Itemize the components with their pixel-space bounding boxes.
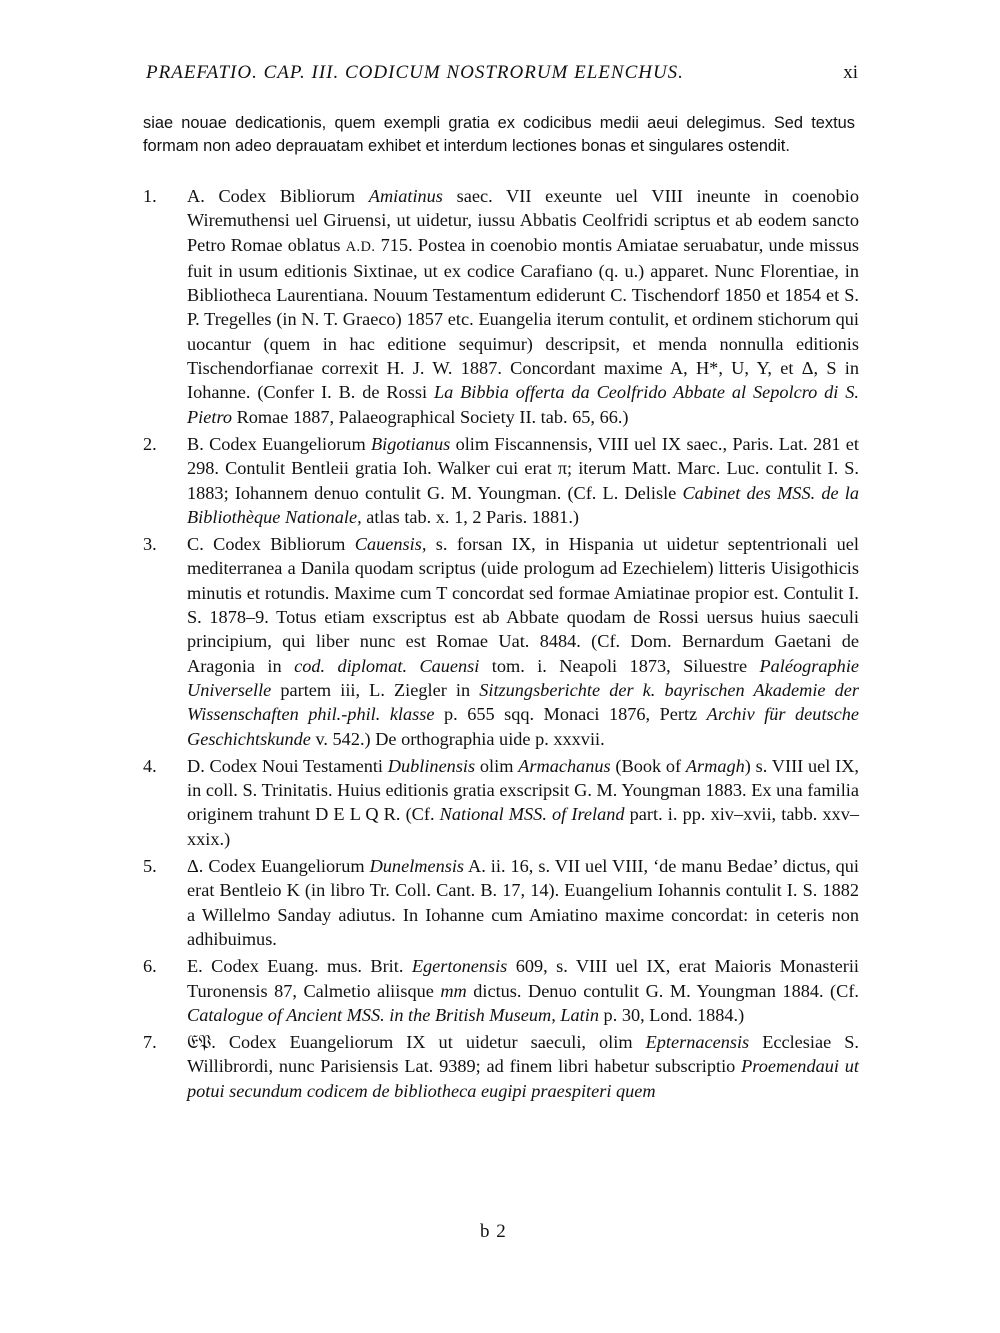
- entry-italic: Epternacensis: [645, 1032, 750, 1053]
- page-number: xi: [843, 62, 858, 83]
- codex-list: [143, 184, 859, 1106]
- entry-number: 7.: [143, 1032, 157, 1053]
- entry-text: Codex Euang. mus. Brit.: [202, 956, 412, 977]
- entry-italic: Proemendaui ut potui secundum codicem de bibliotheca eugipi praespiteri quem: [187, 1056, 859, 1101]
- entry-italic: Amiatinus: [368, 186, 443, 206]
- entry-text: olim: [475, 755, 519, 776]
- entry-text: partem iii, L. Ziegler in: [271, 679, 480, 700]
- entry-italic: Sitzungsberichte der k. bayrischen Akademie der Wissenschaften phil.-phil. klasse: [187, 679, 859, 725]
- entry-text: 609, s. VIII uel IX, erat Maioris Monasterii Turonensis 87, Calmetio aliisque: [187, 956, 859, 1001]
- entry-text: p. 655 sqq. Monaci 1876, Pertz: [434, 704, 707, 725]
- entry-text: Codex Euangeliorum: [203, 856, 370, 877]
- entry-text: part. i. pp. xiv–xvii, tabb. xxv–xxix.): [187, 804, 859, 849]
- codex-entry-dublinensis: [143, 754, 859, 851]
- entry-text: Codex Bibliorum: [203, 534, 355, 555]
- entry-text: Codex Euangeliorum: [203, 433, 372, 454]
- entry-italic: Armachanus: [518, 755, 611, 776]
- codex-entry-amiatinus: [143, 184, 859, 429]
- entry-italic: Bigotianus: [371, 433, 451, 454]
- codex-entry-epternacensis: [143, 1030, 859, 1103]
- codex-entry-bigotianus: [143, 432, 859, 529]
- entry-siglum: Δ.: [187, 856, 204, 877]
- entry-italic: Armagh: [685, 755, 745, 776]
- entry-italic: Archiv für deutsche Geschichtskunde: [187, 704, 859, 749]
- entry-number: 3.: [143, 534, 157, 555]
- entry-text: p. 30, Lond. 1884.): [598, 1004, 745, 1025]
- entry-text: Codex Bibliorum: [204, 186, 369, 206]
- entry-text: v. 542.) De orthographia uide p. xxxvii.: [310, 728, 605, 749]
- entry-italic: Dunelmensis: [369, 856, 465, 877]
- entry-italic: Catalogue of Ancient MSS. in the British Museum, Latin: [187, 1004, 599, 1025]
- entry-italic: Dublinensis: [387, 755, 476, 776]
- entry-text: saec. VII exeunte uel VIII ineunte in coenobio Wiremuthensi uel Giruensi, ut uidetur, iussu Abbatis Ceolfridi scriptus et ab eodem sancto Petro Romae oblatus: [187, 186, 859, 255]
- entry-siglum: E.: [187, 956, 203, 977]
- entry-text: tom. i. Neapoli 1873, Siluestre: [479, 655, 760, 676]
- entry-italic: Cauensis,: [354, 534, 427, 555]
- entry-siglum: D.: [187, 755, 205, 776]
- intro-paragraph: siae nouae dedicationis, quem exempli gratia ex codicibus medii aeui delegimus. Sed textus formam non adeo deprauatam exhibet et interdum lectiones bonas et singulares ostendit.: [143, 114, 855, 155]
- entry-italic: mm: [440, 980, 467, 1001]
- entry-smallcaps: A.D.: [345, 238, 376, 255]
- codex-entry-egertonensis: [143, 954, 859, 1027]
- entry-number: 2.: [143, 433, 157, 454]
- entry-italic: Egertonensis: [411, 956, 508, 977]
- entry-siglum: C.: [187, 534, 204, 555]
- signature-mark: b 2: [480, 1221, 507, 1242]
- entry-text: ) s. VIII uel IX, in coll. S. Trinitatis. Huius editionis gratia exscripsit G. M. Youngman 1883. Ex una familia originem trahunt D E L Q R. (Cf.: [187, 755, 859, 825]
- entry-text: Romae 1887, Palaeographical Society II. tab. 65, 66.): [232, 406, 629, 427]
- entry-text: 715. Postea in coenobio montis Amiatae seruabatur, unde missus fuit in usum editionis Sixtinae, ut ex codice Carafiano (q. u.) apparet. Nunc Florentiae, in Bibliotheca Laurentiana. Nouum Testamentum ediderunt C. Tischendorf 1850 et 1854 et S. P. Tregelles (in N. T. Graeco) 1857 etc. Euangelia iterum contulit, et ordinem stichorum qui uocantur (quem in hac editione sequimur) descripsit, et menda nonnulla editionis Tischendorfianae correxit H. J. W. 1887. Concordant maxime A, H*, U, Y, et Δ, S in Iohanne. (Confer I. B. de Rossi: [187, 234, 860, 403]
- entry-text: olim Fiscannensis, VIII uel IX saec., Paris. Lat. 281 et 298. Contulit Bentleii gratia Ioh. Walker cui erat π; iterum Matt. Marc. Luc. contulit I. S. 1883; Iohannem denuo contulit G. M. Youngman. (Cf. L. Delisle: [187, 433, 859, 503]
- entry-number: 4.: [143, 755, 157, 776]
- entry-number: 5.: [143, 856, 157, 877]
- entry-italic: Cabinet des MSS. de la Bibliothèque Nationale,: [187, 482, 859, 527]
- entry-text: Ecclesiae S. Willibrordi, nunc Parisiensis Lat. 9389; ad finem libri habetur subscriptio: [187, 1032, 859, 1077]
- entry-siglum: A.: [187, 186, 205, 206]
- entry-siglum: B.: [187, 433, 204, 454]
- entry-text: A. ii. 16, s. VII uel VIII, ‘de manu Bedae’ dictus, qui erat Bentleio K (in libro Tr. Coll. Cant. B. 17, 14). Euangelium Iohannis contulit I. S. 1882 a Willelmo Sanday adiutus. In Iohanne cum Amiatino maxime concordat: in ceteris non adhibuimus.: [187, 856, 859, 949]
- codex-entry-cauensis: [143, 532, 859, 751]
- entry-text: Codex Euangeliorum IX ut uidetur saeculi, olim: [215, 1032, 646, 1053]
- entry-number: 6.: [143, 956, 157, 977]
- entry-number: 1.: [143, 186, 157, 206]
- entry-italic: cod. diplomat. Cauensi: [294, 655, 480, 676]
- entry-text: dictus. Denuo contulit G. M. Youngman 1884. (Cf.: [466, 980, 859, 1001]
- entry-text: Codex Noui Testamenti: [204, 755, 388, 776]
- entry-text: s. forsan IX, in Hispania ut uidetur septentrionali uel mediterranea a Danila quodam scriptus (uide prologum ad Ezechielem) litteris Uisigothicis minutis et rotundis. Maxime cum T concordat sed formae Amiatinae propior est. Contulit I. S. 1878–9. Totus etiam exscriptus est ab Abbate quodam de Rossi uersus huius saeculi principium, qui liber nunc est Romae Uat. 8484. (Cf. Dom. Bernardum Gaetani de Aragonia in: [187, 534, 860, 676]
- entry-text: atlas tab. x. 1, 2 Paris. 1881.): [361, 506, 579, 527]
- running-header: [146, 62, 858, 84]
- entry-text: (Book of: [610, 755, 686, 776]
- entry-italic: La Bibbia offerta da Ceolfrido Abbate al Sepolcro di S. Pietro: [187, 382, 859, 427]
- running-title: PRAEFATIO. CAP. III. CODICUM NOSTRORUM ELENCHUS.: [146, 62, 684, 83]
- entry-italic: Paléographie Universelle: [187, 655, 860, 700]
- entry-siglum: 𝔈𝔓.: [187, 1032, 216, 1053]
- codex-entry-dunelmensis: [143, 854, 859, 951]
- entry-italic: National MSS. of Ireland: [439, 804, 625, 825]
